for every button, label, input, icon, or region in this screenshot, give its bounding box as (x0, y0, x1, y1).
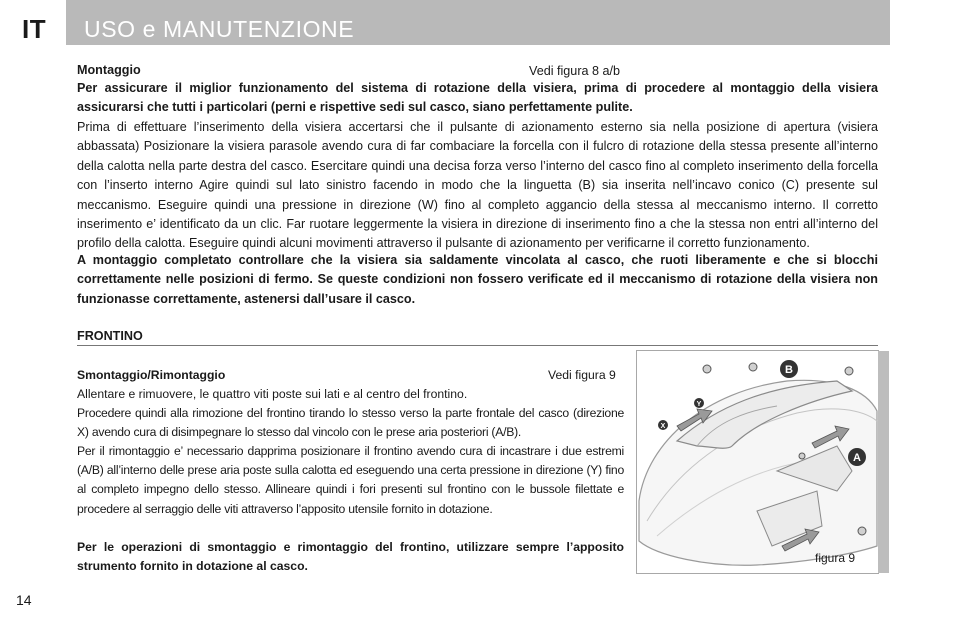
page-number: 14 (16, 592, 32, 608)
page-title: USO e MANUTENZIONE (84, 16, 355, 42)
figure-caption: figura 9 (815, 551, 856, 565)
header-bar (66, 0, 890, 45)
montaggio-warning: A montaggio completato controllare che la visiera sia saldamente vincolata al casco, che ruoti liberamente e che si blocchi correttamente nelle posizioni di fermo. Se queste condizioni non fossero verificate ed il meccanismo di rotazione della visiera non funzionasse correttamente, astenersi dall’usare il casco. (77, 253, 878, 306)
frontino-paragraph-1: Allentare e rimuovere, le quattro viti poste sui lati e al centro del frontino. (77, 387, 468, 401)
frontino-paragraph-2: Procedere quindi alla rimozione del frontino tirando lo stesso verso la parte frontale del casco (direzione X) avendo cura di disimpegnare lo stesso dal vincolo con le prese aria posteriori (A/B). (77, 406, 624, 440)
label-y: Y (696, 401, 702, 408)
label-x: X (660, 423, 666, 430)
label-a: A (853, 452, 861, 464)
language-code: IT (22, 14, 47, 44)
figure-9-box (636, 350, 879, 574)
label-b: B (785, 364, 793, 376)
frontino-note: Per le operazioni di smontaggio e rimontaggio del frontino, utilizzare sempre l’apposito strumento fornito in dotazione al casco. (77, 540, 624, 574)
montaggio-heading: Montaggio (77, 63, 141, 77)
frontino-paragraph-3: Per il rimontaggio e’ necessario dapprima posizionare il frontino avendo cura di incastrare i due estremi (A/B) all’interno delle prese aria poste sulla calotta ed eseguendo una certa pressione in direzione (Y) fino al completo impegno dello stesso. Allineare quindi i fori presenti sul frontino con le bussole filettate e procedere al serraggio delle viti attraverso l’apposito utensile fornito in dotazione. (77, 444, 624, 516)
frontino-subheading: Smontaggio/Rimontaggio (77, 368, 226, 382)
helmet-peak-illustration (637, 351, 878, 573)
montaggio-body: Prima di effettuare l’inserimento della visiera accertarsi che il pulsante di azionamento esterno sia nella posizione di apertura (visiera abbassata) Posizionare la visiera parasole avendo cura di far combaciare la forcella con il fulcro di rotazione della stessa presente all’interno della calotta nella parte destra del casco. Esercitare quindi una decisa forza verso l’interno del casco fino al completo inserimento della forcella con l’inserto interno Agire quindi sul lato sinistro facendo in modo che la linguetta (B) sia inserita nell’incavo conico (C) presente sul meccanismo. Eseguire quindi una pressione in direzione (W) fino al completo aggancio della stessa al meccanismo interno. Il corretto inserimento e’ identificato da un clic. Far ruotare leggermente la visiera in direzione di inserimento fino a che la stessa non entri all’interno del profilo della calotta. Eseguire quindi alcuni movimenti attraverso il pulsante di azionamento per verificarne il corretto funzionamento. (77, 120, 878, 251)
frontino-figure-ref: Vedi figura 9 (548, 368, 616, 382)
montaggio-intro: Per assicurare il miglior funzionamento del sistema di rotazione della visiera, prima di procedere al montaggio della visiera assicurarsi che tutti i particolari (perni e rispettive sedi sul casco, siano perfettamente pulite. (77, 81, 878, 115)
figure-side-strip (878, 351, 889, 573)
montaggio-figure-ref: Vedi figura 8 a/b (529, 64, 621, 78)
frontino-heading: FRONTINO (77, 329, 878, 346)
